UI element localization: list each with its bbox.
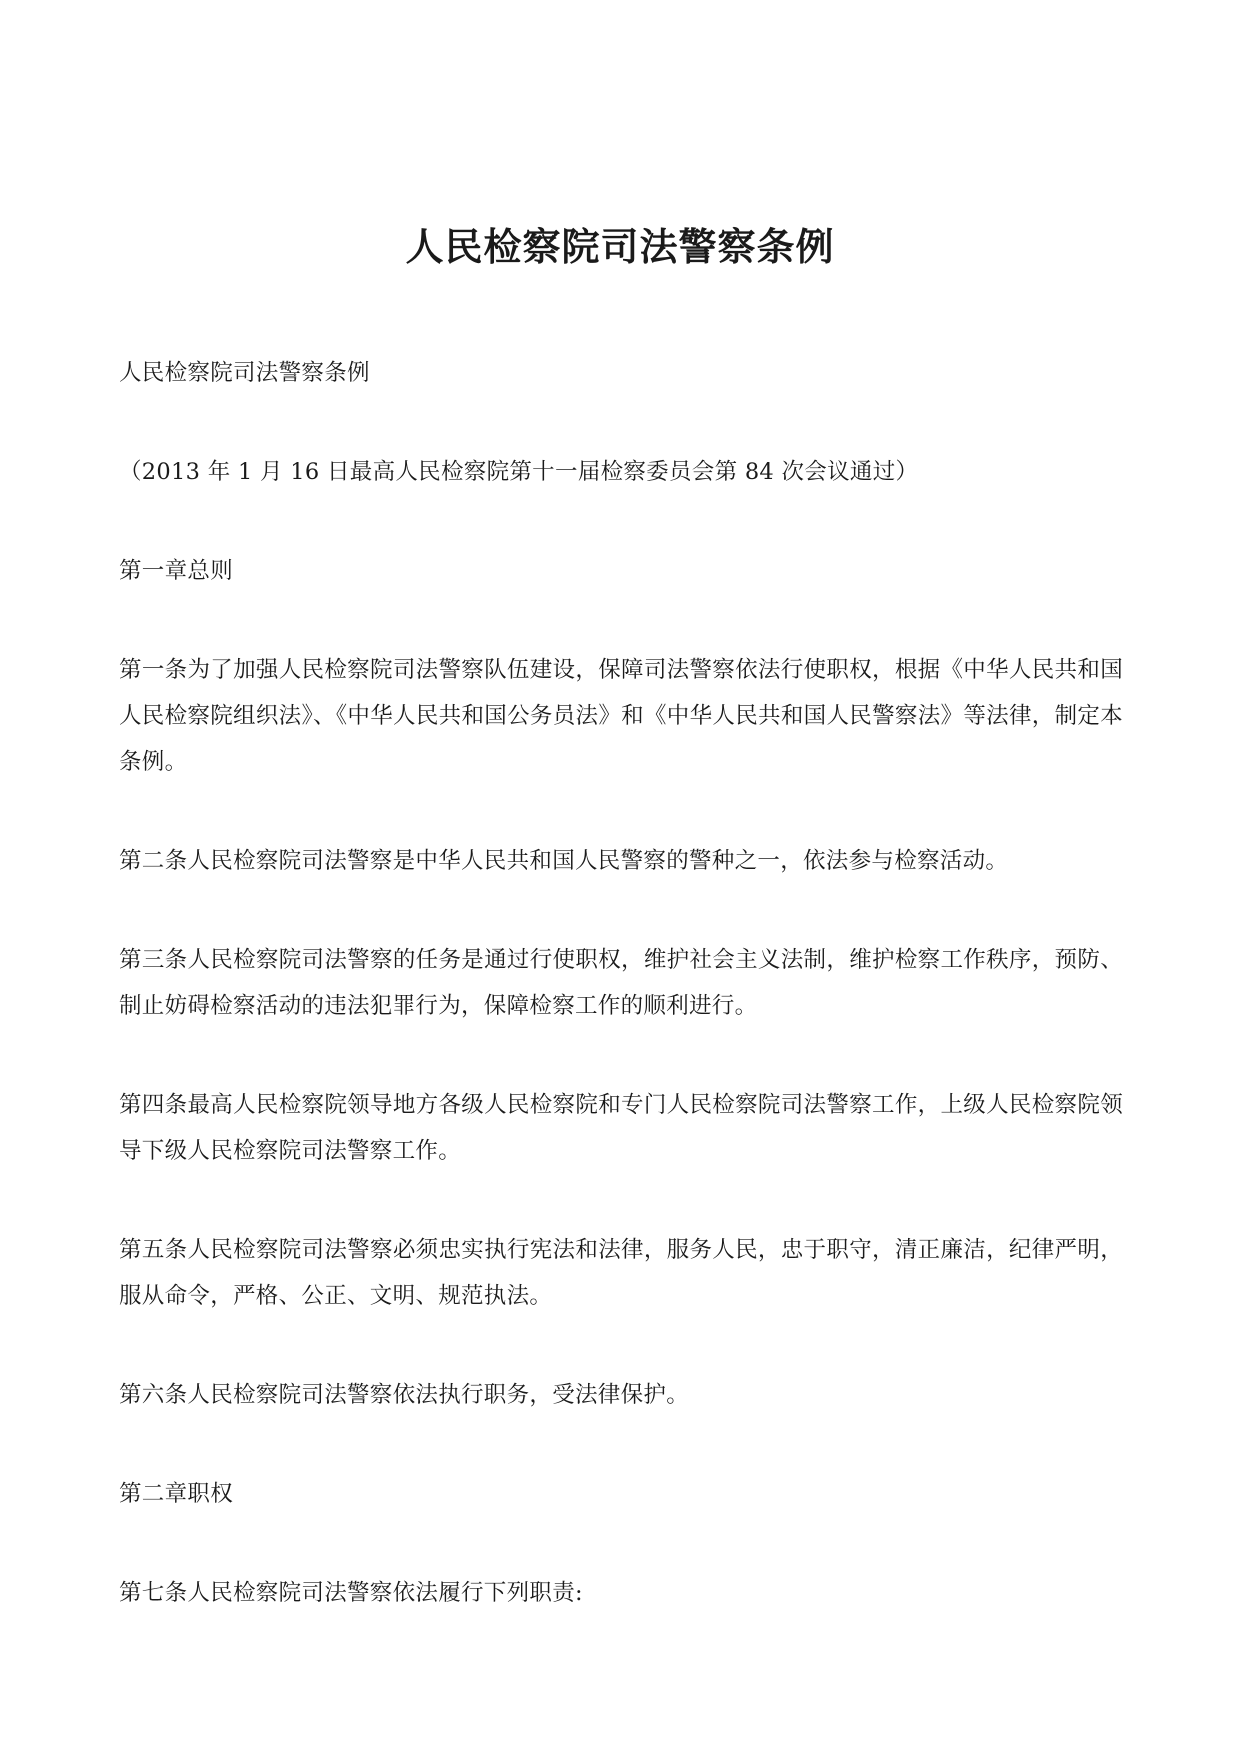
- chapter-heading: 第二章职权: [119, 1481, 234, 1507]
- chapter-heading: 第一章总则: [119, 558, 234, 584]
- subtitle: 人民检察院司法警察条例: [119, 360, 370, 386]
- article-paragraph: 第六条人民检察院司法警察依法执行职务，受法律保护。: [119, 1382, 690, 1408]
- adoption-note: （2013 年 1 月 16 日最高人民检察院第十一届检察委员会第 84 次会议通过）: [119, 459, 919, 485]
- article-paragraph: 第五条人民检察院司法警察必须忠实执行宪法和法律，服务人民，忠于职守，清正廉洁，纪律严明，服从命令，严格、公正、文明、规范执法。: [119, 1237, 1123, 1309]
- article-paragraph: 第四条最高人民检察院领导地方各级人民检察院和专门人民检察院司法警察工作，上级人民检察院领导下级人民检察院司法警察工作。: [119, 1092, 1123, 1164]
- article-paragraph: 第七条人民检察院司法警察依法履行下列职责:: [119, 1580, 583, 1606]
- article-paragraph: 第三条人民检察院司法警察的任务是通过行使职权，维护社会主义法制，维护检察工作秩序，预防、制止妨碍检察活动的违法犯罪行为，保障检察工作的顺利进行。: [119, 947, 1123, 1019]
- article-paragraph: 第二条人民检察院司法警察是中华人民共和国人民警察的警种之一，依法参与检察活动。: [119, 848, 1009, 874]
- document-body: [119, 350, 1123, 1669]
- article-paragraph: 第一条为了加强人民检察院司法警察队伍建设，保障司法警察依法行使职权，根据《中华人民共和国人民检察院组织法》、《中华人民共和国公务员法》和《中华人民共和国人民警察法》等法律，制定本条例。: [119, 657, 1123, 775]
- document-title: 人民检察院司法警察条例: [405, 224, 835, 269]
